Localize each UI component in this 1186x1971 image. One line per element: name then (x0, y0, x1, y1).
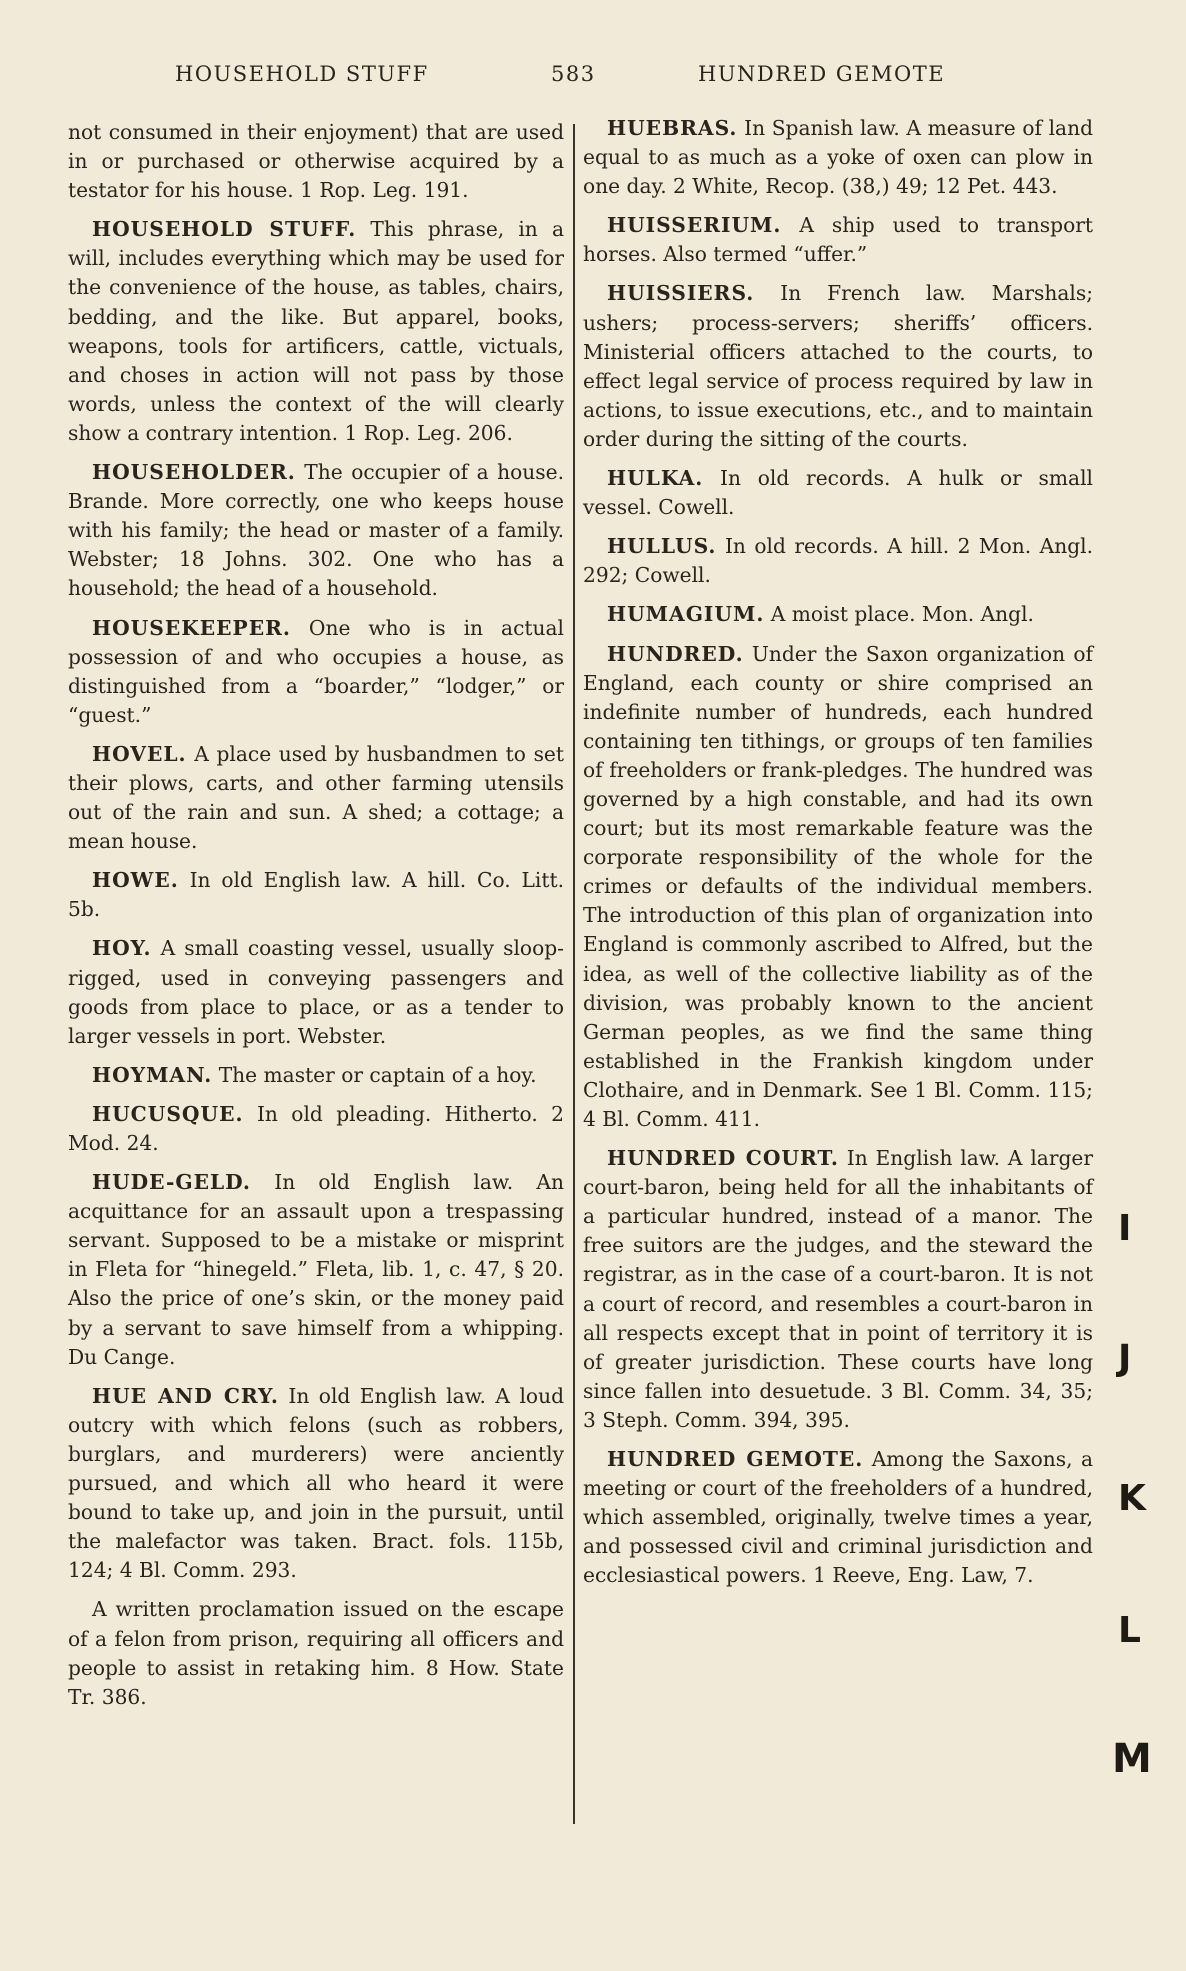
entry-hude-geld: HUDE-GELD. In old English law. An acquittance for an assault upon a trespassing servant. Supposed to be a mistake or misprint in Fleta for “hinegeld.” Fleta, lib. 1, c. 47, § 20. Also the price of one’s skin, or the money paid by a servant to save himself from a whipping. Du Cange. (68, 1170, 564, 1369)
entry-hundred-gemote: HUNDRED GEMOTE. Among the Saxons, a meeting or court of the freeholders of a hundred, which assembled, originally, twelve times a year, and possessed civil and criminal jurisdiction and ecclesiastical powers. 1 Reeve, Eng. Law, 7. (583, 1447, 1093, 1588)
thumb-tab-m: M (1112, 1736, 1152, 1782)
thumb-tab-k: K (1118, 1478, 1146, 1519)
entry-hovel: HOVEL. A place used by husbandmen to set their plows, carts, and other farming utensils out of the rain and sun. A shed; a cottage; a mean house. (68, 741, 564, 854)
left-column (68, 118, 564, 1722)
thumb-tab-j: J (1118, 1338, 1132, 1379)
entry-hue-and-cry: HUE AND CRY. In old English law. A loud outcry with which felons (such as robbers, burglars, and murderers) were anciently pursued, and which all who heard it were bound to take up, and join in the pursuit, until the malefactor was taken. Bract. fols. 115b, 124; 4 Bl. Comm. 293. (68, 1383, 564, 1583)
entry-hoy: HOY. A small coasting vessel, usually sloop-rigged, used in conveying passengers and goods from place to place, or as a tender to larger vessels in port. Webster. (68, 936, 564, 1048)
entry-hullus: HULLUS. In old records. A hill. 2 Mon. Angl. 292; Cowell. (583, 534, 1094, 588)
entry-hulka: HULKA. In old records. A hulk or small vessel. Cowell. (583, 466, 1093, 520)
entry-huisserium: HUISSERIUM. A ship used to transport horses. Also termed “uffer.” (583, 213, 1093, 267)
entry-household-stuff: HOUSEHOLD STUFF. This phrase, in a will, includes everything which may be used for the convenience of the house, as tables, chairs, bedding, and the like. But apparel, books, weapons, tools for artificers, cattle, victuals, and choses in action will not pass by those words, unless the context of the will clearly show a contrary intention. 1 Rop. Leg. 206. (68, 217, 564, 445)
running-head-left: HOUSEHOLD STUFF (175, 62, 429, 86)
entry-hucusque: HUCUSQUE. In old pleading. Hitherto. 2 Mod. 24. (68, 1101, 564, 1155)
entry-humagium: HUMAGIUM. A moist place. Mon. Angl. (607, 602, 1034, 627)
entry-continuation: not consumed in their enjoyment) that are used in or purchased or otherwise acquired by a testator for his house. 1 Rop. Leg. 191. (68, 120, 564, 203)
entry-howe: HOWE. In old English law. A hill. Co. Litt. 5b. (68, 868, 564, 922)
entry-hoyman: HOYMAN. The master or captain of a hoy. (92, 1062, 537, 1087)
entry-householder: HOUSEHOLDER. The occupier of a house. Brande. More correctly, one who keeps house with his family; the head or master of a family. Webster; 18 Johns. 302. One who has a household; the head of a household. (68, 460, 565, 601)
column-divider (573, 124, 575, 1824)
page-number: 583 (551, 62, 596, 86)
thumb-tab-i: I (1118, 1208, 1132, 1249)
entry-hundred-court: HUNDRED COURT. In English law. A larger court-baron, being held for all the inhabitants of a particular hundred, instead of a manor. The free suitors are the judges, and the steward the registrar, as in the case of a court-baron. It is not a court of record, and resembles a court-baron in all respects except that in point of territory it is of greater jurisdiction. These courts have long since fallen into desuetude. 3 Bl. Comm. 34, 35; 3 Steph. Comm. 394, 395. (583, 1146, 1094, 1432)
entry-hue-and-cry-proclamation: A written proclamation issued on the escape of a felon from prison, requiring all officers and people to assist in retaking him. 8 How. State Tr. 386. (68, 1597, 564, 1709)
running-head-right: HUNDRED GEMOTE (698, 62, 946, 86)
entry-hundred: HUNDRED. Under the Saxon organization of England, each county or shire comprised an indefinite number of hundreds, each hundred containing ten tithings, or groups of ten families of freeholders or frank-pledges. The hundred was governed by a high constable, and had its own court; but its most remarkable feature was the corporate responsibility of the whole for the crimes or defaults of the individual members. The introduction of this plan of organization into England is commonly ascribed to Alfred, but the idea, as well of the collective liability as of the division, was probably known to the ancient German peoples, as we find the same thing established in the Frankish kingdom under Clothaire, and in Denmark. See 1 Bl. Comm. 115; 4 Bl. Comm. 411. (583, 641, 1093, 1131)
thumb-tab-l: L (1118, 1610, 1141, 1651)
right-column (583, 114, 1093, 1601)
entry-huissiers: HUISSIERS. In French law. Marshals; ushers; process-servers; sheriffs’ officers. Ministerial officers attached to the courts, to effect legal service of process required by law in actions, to issue executions, etc., and to maintain order during the sitting of the courts. (583, 281, 1093, 451)
entry-housekeeper: HOUSEKEEPER. One who is in actual possession of and who occupies a house, as distinguished from a “boarder,” “lodger,” or “guest.” (68, 615, 564, 727)
entry-huebras: HUEBRAS. In Spanish law. A measure of land equal to as much as a yoke of oxen can plow in one day. 2 White, Recop. (38,) 49; 12 Pet. 443. (583, 116, 1093, 199)
